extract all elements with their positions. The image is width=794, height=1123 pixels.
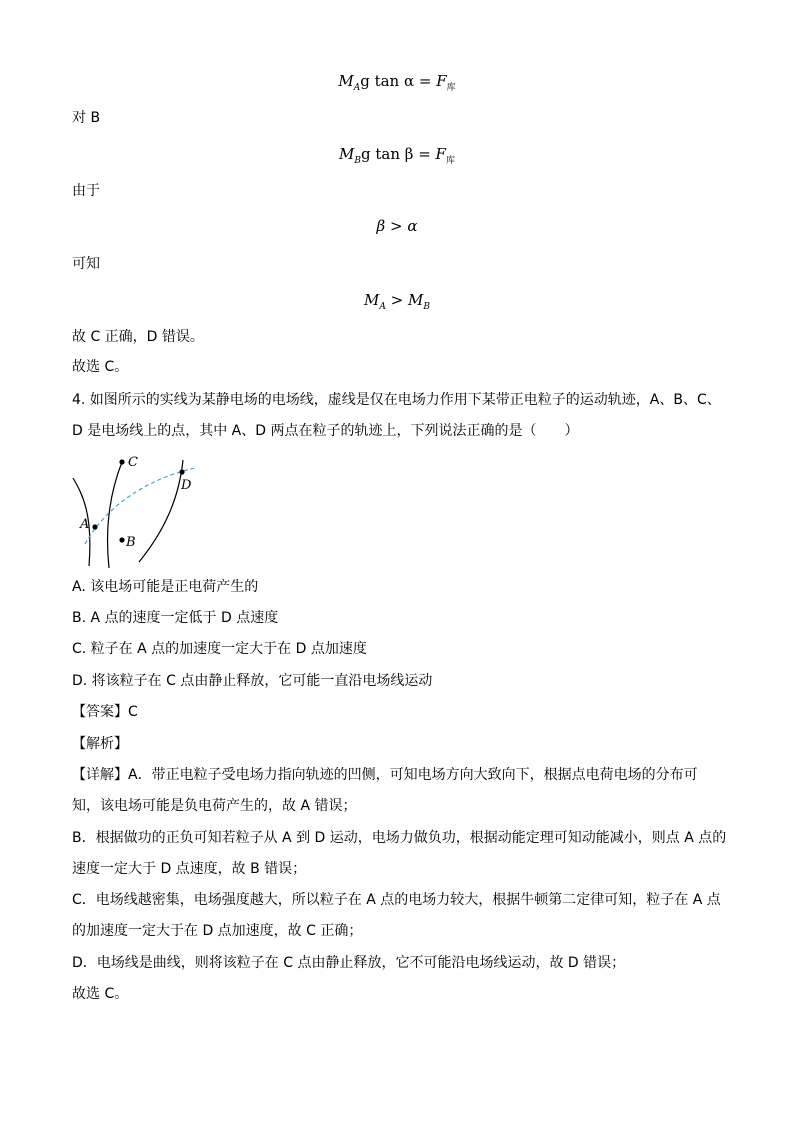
eq2-m: M xyxy=(339,145,355,163)
label-c: C xyxy=(128,455,138,470)
eq1-f: F xyxy=(436,72,447,90)
eq4-m1: M xyxy=(364,291,380,309)
option-a: A. 该电场可能是正电荷产生的 xyxy=(72,579,259,595)
point-c-dot xyxy=(119,459,124,464)
eq2-sub-b: B xyxy=(354,156,361,166)
point-a-dot xyxy=(92,524,97,529)
answer-label: 【答案】C xyxy=(72,704,138,720)
analysis-p7: D．电场线是曲线，则将该粒子在 C 点由静止释放，它不可能沿电场线运动，故 D 错误； xyxy=(72,955,626,971)
eq2-mid: g tan β = xyxy=(361,145,436,163)
analysis-label: 【解析】 xyxy=(72,736,128,752)
label-d: D xyxy=(181,478,192,493)
particle-trajectory xyxy=(85,468,195,544)
analysis-p4: 速度一定大于 D 点速度，故 B 错误； xyxy=(72,861,307,877)
field-lines-figure xyxy=(65,450,205,570)
eq4-s2: B xyxy=(423,302,430,312)
eq1-sub-a: A xyxy=(353,83,361,93)
point-b-dot xyxy=(119,537,124,542)
field-line-middle xyxy=(108,462,122,568)
text-dui-b: 对 B xyxy=(72,110,101,126)
equation-2 xyxy=(0,144,794,171)
eq1-mid: g tan α = xyxy=(360,72,437,90)
equation-1 xyxy=(0,71,794,98)
text-conclusion: 故 C 正确，D 错误。 xyxy=(72,329,204,345)
option-b: B. A 点的速度一定低于 D 点速度 xyxy=(72,610,279,626)
field-line-right xyxy=(139,460,183,562)
eq1-sub-ku: 库 xyxy=(446,83,456,93)
eq4-s1: A xyxy=(379,302,386,312)
analysis-p6: 的加速度一定大于在 D 点加速度，故 C 正确； xyxy=(72,923,363,939)
eq4-m2: M xyxy=(407,291,424,309)
analysis-p3: B．根据做功的正负可知若粒子从 A 到 D 运动，电场力做负功，根据动能定理可知动能减小，则点 A 点的 xyxy=(72,830,727,846)
option-c: C. 粒子在 A 点的加速度一定大于在 D 点加速度 xyxy=(72,641,367,657)
eq3-text: β > α xyxy=(376,217,418,235)
label-b: B xyxy=(126,535,136,550)
question-line-2: D 是电场线上的点，其中 A、D 两点在粒子的轨迹上，下列说法正确的是（ ） xyxy=(72,423,579,439)
eq2-f: F xyxy=(435,145,446,163)
eq2-sub-ku: 库 xyxy=(445,156,455,166)
point-d-dot xyxy=(179,469,184,474)
option-d: D. 将该粒子在 C 点由静止释放，它可能一直沿电场线运动 xyxy=(72,673,433,689)
text-youyu: 由于 xyxy=(72,183,100,199)
analysis-p8: 故选 C。 xyxy=(72,986,129,1002)
label-a: A xyxy=(80,517,90,532)
eq4-op: > xyxy=(385,291,408,309)
equation-4 xyxy=(0,290,794,317)
analysis-p5: C．电场线越密集，电场强度越大，所以粒子在 A 点的电场力较大，根据牛顿第二定律可知，粒子在 A 点 xyxy=(72,892,721,908)
text-choose: 故选 C。 xyxy=(72,359,129,375)
question-line-1: 4. 如图所示的实线为某静电场的电场线，虚线是仅在电场力作用下某带正电粒子的运动轨迹，A、B、C、 xyxy=(72,392,721,408)
eq1-m: M xyxy=(338,72,354,90)
analysis-p2: 知，该电场可能是负电荷产生的，故 A 错误； xyxy=(72,798,357,814)
text-kezhi: 可知 xyxy=(72,256,100,272)
analysis-p1: 【详解】A．带正电粒子受电场力指向轨迹的凹侧，可知电场方向大致向下，根据点电荷电场的分布可 xyxy=(72,767,698,783)
equation-3 xyxy=(0,216,794,236)
